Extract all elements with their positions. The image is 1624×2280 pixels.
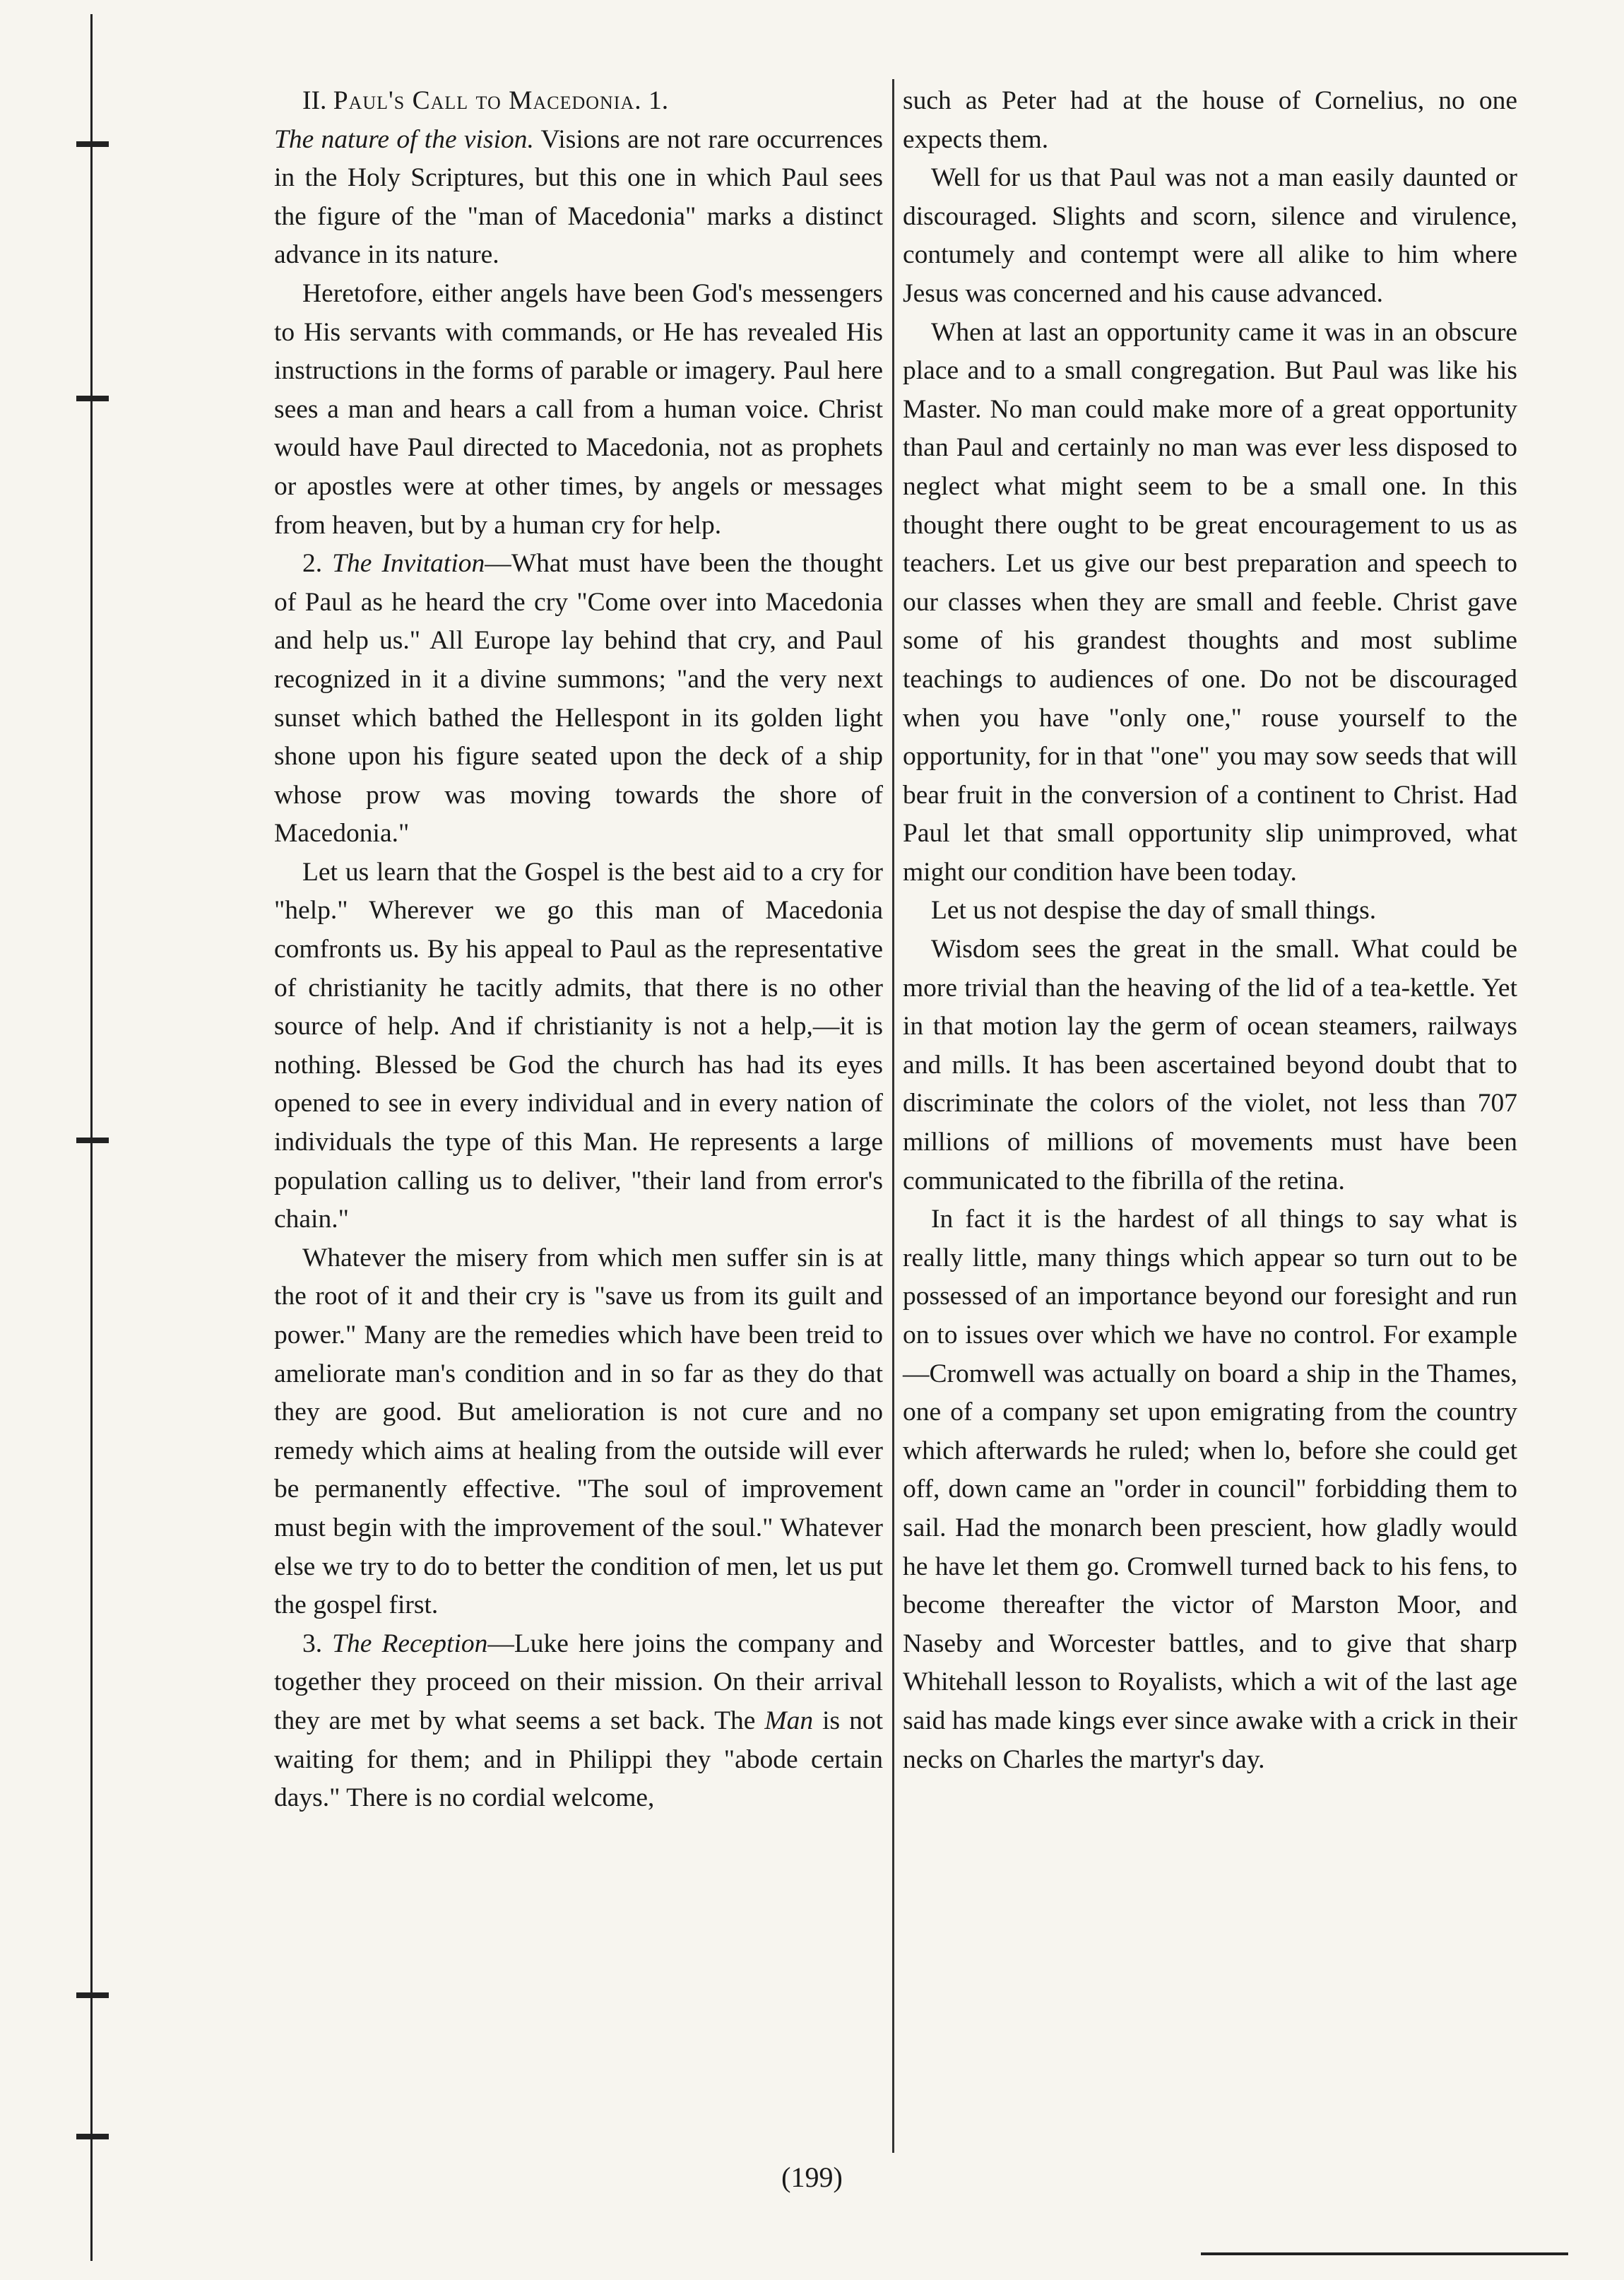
- paragraph: [274, 121, 883, 275]
- left-column: [274, 82, 883, 1818]
- paragraph-text: —Luke here joins the company and together they proceed on their mission. On their arrival they are met by what seems a set back. The: [274, 1629, 883, 1735]
- paragraph: such as Peter had at the house of Cornelius, no one expects them.: [903, 86, 1517, 154]
- binding-mark: [76, 1992, 109, 1998]
- subsection-number: 3.: [302, 1629, 323, 1658]
- paragraph: Wisdom sees the great in the small. What could be more trivial than the heaving of the lid of a tea-kettle. Yet in that motion lay the germ of ocean steamers, railways and mills. It has been ascertained beyond doubt that to discriminate the colors of the violet, not less than 707 millions of millions of movements must have been communicated to the fibrilla of the retina.: [903, 935, 1517, 1195]
- binding-mark: [76, 396, 109, 401]
- paragraph: Let us not despise the day of small things.: [931, 896, 1377, 926]
- column-divider: [892, 79, 894, 2153]
- paragraph: [274, 1625, 883, 1818]
- paragraph: Heretofore, either angels have been God's messengers to His servants with commands, or He has revealed His instructions in the forms of parable or imagery. Paul here sees a man and hears a call from a human voice. Christ would have Paul directed to Macedonia, not as prophets or apostles were at other times, by angels or messages from heaven, but by a human cry for help.: [274, 278, 883, 540]
- binding-mark: [76, 1138, 109, 1143]
- section-heading: [274, 82, 883, 121]
- page-number: (199): [781, 2161, 843, 2193]
- subsection-title: The Reception: [332, 1629, 488, 1658]
- heading-roman: II.: [302, 86, 327, 115]
- footer-rule: [1201, 2252, 1568, 2255]
- paragraph: Well for us that Paul was not a man easily daunted or discouraged. Slights and scorn, silence and virulence, contumely and contempt were all alike to him where Jesus was concerned and his cause advanced.: [903, 163, 1517, 308]
- paragraph: When at last an opportunity came it was in an obscure place and to a small congregation. But Paul was like his Master. No man could make more of a great opportunity than Paul and certainly no man was ever less disposed to neglect what might seem to be a small one. In this thought there ought to be great encouragement to us as teachers. Let us give our best preparation and speech to our classes when they are small and feeble. Christ gave some of his grandest thoughts and most sublime teachings to audiences of one. Do not be discouraged when you have "only one," rouse yourself to the opportunity, for in that "one" you may sow seeds that will bear fruit in the conversion of a continent to Christ. Had Paul let that small opportunity slip unimproved, what might our condition have been today.: [903, 317, 1517, 887]
- paragraph-text: Visions are not rare occurrences in the Holy Scriptures, but this one in which Paul sees the figure of the "man of Macedonia" marks a distinct advance in its nature.: [274, 124, 883, 270]
- heading-number: 1.: [648, 86, 669, 115]
- binding-mark: [76, 141, 109, 147]
- paragraph: In fact it is the hardest of all things to say what is really little, many things which appear so turn out to be possessed of an importance beyond our foresight and run on to issues over which we have no control. For example—Cromwell was actually on board a ship in the Thames, one of a company set upon emigrating from the country which afterwards he ruled; when lo, before she could get off, down came an "order in council" forbidding them to sail. Had the monarch been prescient, how gladly would he have let them go. Cromwell turned back to his fens, to become thereafter the victor of Marston Moor, and Naseby and Worcester battles, and to give that sharp Whitehall lesson to Royalists, which a wit of the last age said has made kings ever since awake with a crick in their necks on Charles the martyr's day.: [903, 1205, 1517, 1774]
- subsection-title: The Invitation: [332, 549, 485, 579]
- emphasis-word: Man: [764, 1706, 814, 1735]
- subsection-number: 2.: [302, 549, 323, 579]
- paragraph-text: is not waiting for them; and in Philippi they "abode certain days." There is no cordial welcome,: [274, 1706, 883, 1813]
- right-column: [903, 82, 1517, 1779]
- binding-mark: [76, 2134, 109, 2139]
- paragraph: Whatever the misery from which men suffer sin is at the root of it and their cry is "save us from its guilt and power." Many are the remedies which have been treid to ameliorate man's condition and in so far as they do that they are good. But amelioration is not cure and no remedy which aims at healing from the outside will ever be permanently effective. "The soul of improvement must begin with the improvement of the soul." Whatever else we try to do to better the condition of men, let us put the gospel first.: [274, 1243, 883, 1620]
- paragraph: Let us learn that the Gospel is the best aid to a cry for "help." Wherever we go this man of Macedonia comfronts us. By his appeal to Paul as the representative of christianity he tacitly admits, that there is no other source of help. And if christianity is not a help,—it is nothing. Blessed be God the church has had its eyes opened to see in every individual and in every nation of individuals the type of this Man. He represents a large population calling us to deliver, "their land from error's chain.": [274, 857, 883, 1234]
- paragraph: [274, 545, 883, 853]
- paragraph-text: —What must have been the thought of Paul as he heard the cry "Come over into Macedonia and help us." All Europe lay behind that cry, and Paul recognized in it a divine summons; "and the very next sunset which bathed the Hellespont in its golden light shone upon his figure seated upon the deck of a ship whose prow was moving towards the shore of Macedonia.": [274, 549, 883, 849]
- heading-title: Paul's Call to Macedonia.: [333, 86, 642, 115]
- subsection-title: The nature of the vision.: [274, 124, 534, 154]
